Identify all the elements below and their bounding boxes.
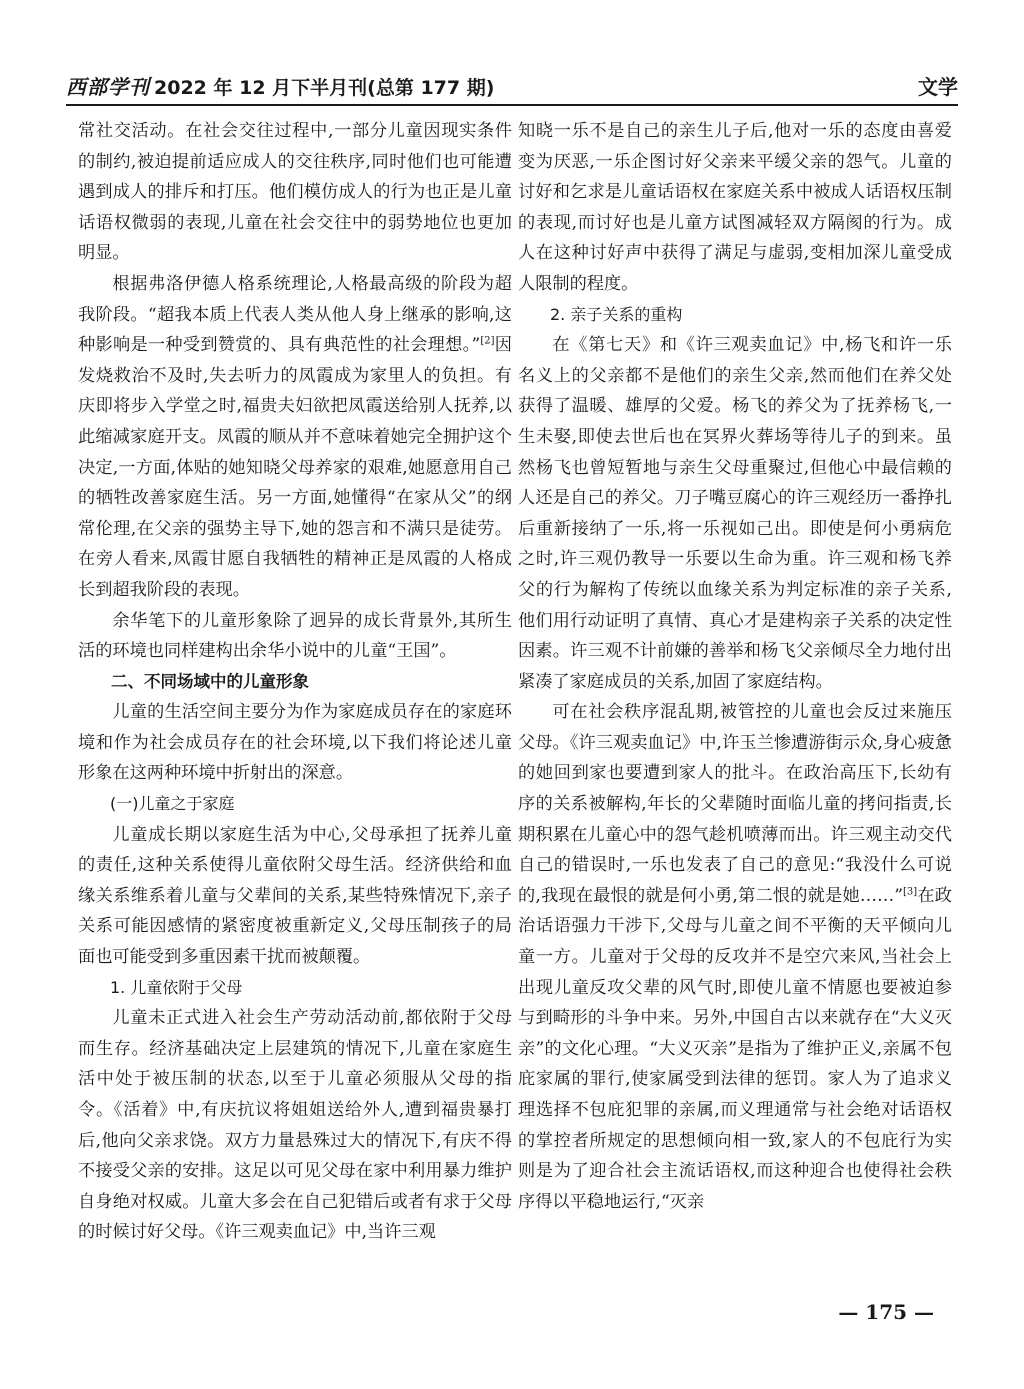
paragraph [78,269,512,606]
paragraph: 常社交活动。在社会交往过程中,一部分儿童因现实条件的制约,被迫提前适应成人的交往秩序,同时他们也可能遭遇到成人的排斥和打压。他们模仿成人的行为也正是儿童话语权微弱的表现,儿童在社会交往中的弱势地位也更加明显。 [78,121,512,264]
paragraph-text: 在政治话语强力干涉下,父母与儿童之间不平衡的天平倾向儿童一方。儿童对于父母的反攻并不是空穴来风,当社会上出现儿童反攻父辈的风气时,即使儿童不情愿也要被迫参与到畸形的斗争中来。另外,中国自古以来就存在“大义灭亲”的文化心理。“大义灭亲”是指为了维护正义,亲属不包庇家属的罪行,使家属受到法律的惩罚。家人为了追求义理选择不包庇犯罪的亲属,而义理通常与社会绝对话语权的掌控者所规定的思想倾向相一致,家人的不包庇行为实则是为了迎合社会主流话语权,而这种迎合也使得社会秩序得以平稳地运行,“灭亲 [518,885,952,1212]
paragraph-text: 可在社会秩序混乱期,被管控的儿童也会反过来施压父母。《许三观卖血记》中,许玉兰惨遭游街示众,身心疲惫的她回到家也要遭到家人的批斗。在政治高压下,长幼有序的关系被解构,年长的父辈随时面临儿童的拷问指责,长期积累在儿童心中的怨气趁机喷薄而出。许三观主动交代自己的错误时,一乐也发表了自己的意见:“我没什么可说的,我现在最恨的就是何小勇,第二恨的就是她……” [518,702,952,906]
header-left [66,71,494,100]
paragraph: 知晓一乐不是自己的亲生儿子后,他对一乐的态度由喜爱变为厌恶,一乐企图讨好父亲来平缓父亲的怨气。儿童的讨好和乞求是儿童话语权在家庭关系中被成人话语权压制的表现,而讨好也是儿童方试图减轻双方隔阂的行为。成人在这种讨好声中获得了满足与虚弱,变相加深儿童受成人限制的程度。 [518,121,952,294]
paragraph-text: 因发烧救治不及时,失去听力的凤霞成为家里人的负担。有庆即将步入学堂之时,福贵夫妇欲把凤霞送给别人抚养,以此缩减家庭开支。凤霞的顺从并不意味着她完全拥护这个决定,一方面,体贴的她知晓父母养家的艰难,她愿意用自己的牺牲改善家庭生活。另一方面,她懂得“在家从父”的纲常伦理,在父亲的强势主导下,她的怨言和不满只是徒劳。在旁人看来,凤霞甘愿自我牺牲的精神正是凤霞的人格成长到超我阶段的表现。 [78,335,512,600]
paragraph: 儿童未正式进入社会生产劳动活动前,都依附于父母而生存。经济基础决定上层建筑的情况下,儿童在家庭生活中处于被压制的状态,以至于儿童必须服从父母的指令。《活着》中,有庆抗议将姐姐送给外人,遭到福贵暴打后,他向父亲求饶。双方力量悬殊过大的情况下,有庆不得不接受父亲的安排。这足以可见父母在家中利用暴力维护自身绝对权威。儿童大多会在自己犯错后或者有求于父母的时候讨好父母。《许三观卖血记》中,当许三观 [78,1008,512,1243]
subsection-heading: (一)儿童之于家庭 [110,794,235,814]
right-column [518,116,952,1217]
section-title: 文学 [918,75,958,99]
subsection-heading: 1. 儿童依附于父母 [110,977,243,997]
citation-mark: [2] [480,335,495,347]
subsection-heading: 2. 亲子关系的重构 [550,304,683,324]
citation-mark: [3] [903,886,918,898]
page-header [66,66,958,106]
paragraph [518,697,952,1217]
paragraph: 儿童成长期以家庭生活为中心,父母承担了抚养儿童的责任,这种关系使得儿童依附父母生活。经济供给和血缘关系维系着儿童与父辈间的关系,某些特殊情况下,亲子关系可能因感情的紧密度被重新定义,父母压制孩子的局面也可能受到多重因素干扰而被颠覆。 [78,824,512,968]
journal-logo: 西部学刊 [66,75,150,99]
left-column [78,116,512,1248]
paragraph: 儿童的生活空间主要分为作为家庭成员存在的家庭环境和作为社会成员存在的社会环境,以下我们将论述儿童形象在这两种环境中折射出的深意。 [78,702,512,784]
paragraph: 在《第七天》和《许三观卖血记》中,杨飞和许一乐名义上的父亲都不是他们的亲生父亲,然而他们在养父处获得了温暖、雄厚的父爱。杨飞的养父为了抚养杨飞,一生未娶,即使去世后也在冥界火葬场等待儿子的到来。虽然杨飞也曾短暂地与亲生父母重聚过,但他心中最信赖的人还是自己的养父。刀子嘴豆腐心的许三观经历一番挣扎后重新接纳了一乐,将一乐视如己出。即使是何小勇病危之时,许三观仍教导一乐要以生命为重。许三观和杨飞养父的行为解构了传统以血缘关系为判定标准的亲子关系,他们用行动证明了真情、真心才是建构亲子关系的决定性因素。许三观不计前嫌的善举和杨飞父亲倾尽全力地付出紧凑了家庭成员的关系,加固了家庭结构。 [518,335,952,692]
paragraph-text: 根据弗洛伊德人格系统理论,人格最高级的阶段为超我阶段。“超我本质上代表人类从他人身上继承的影响,这种影响是一种受到赞赏的、具有典范性的社会理想。” [78,273,512,356]
section-heading: 二、不同场域中的儿童形象 [111,671,309,691]
paragraph: 余华笔下的儿童形象除了迥异的成长背景外,其所生活的环境也同样建构出余华小说中的儿童“王国”。 [78,610,512,662]
issue-info: 2022 年 12 月下半月刊(总第 177 期) [154,77,495,99]
page-number: — 175 — [838,1300,934,1324]
